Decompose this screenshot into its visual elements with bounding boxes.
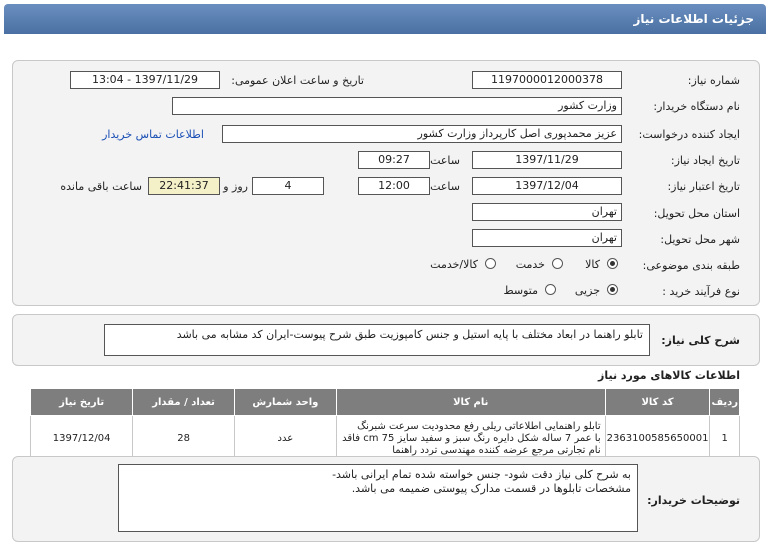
category-goods-service-radio[interactable] xyxy=(485,258,496,269)
process-medium-label: متوسط xyxy=(503,284,538,297)
col-name: نام کالا xyxy=(336,389,605,416)
remaining-time-label: ساعت باقی مانده xyxy=(60,180,142,193)
summary-label: شرح کلی نیاز: xyxy=(661,334,740,347)
remaining-days-field: 4 xyxy=(252,177,324,195)
process-minor-radio[interactable] xyxy=(607,284,618,295)
validity-time-field: 12:00 xyxy=(358,177,430,195)
validity-date-field: 1397/12/04 xyxy=(472,177,622,195)
row-index: 1 xyxy=(710,416,740,463)
process-minor-label: جزیی xyxy=(574,284,600,297)
buyer-org-field: وزارت کشور xyxy=(172,97,622,115)
col-code: کد کالا xyxy=(605,389,710,416)
category-service-label: خدمت xyxy=(515,258,545,271)
col-qty: تعداد / مقدار xyxy=(133,389,235,416)
col-unit: واحد شمارش xyxy=(234,389,336,416)
announce-datetime-field: 1397/11/29 - 13:04 xyxy=(70,71,220,89)
need-number-field: 1197000012000378 xyxy=(472,71,622,89)
buyer-notes-line: به شرح کلی نیاز دقت شود- جنس خواسته شده تمام ایرانی باشد- xyxy=(332,468,631,481)
category-service-radio[interactable] xyxy=(552,258,563,269)
remaining-time-field: 22:41:37 xyxy=(148,177,220,195)
category-label: طبقه بندی موضوعی: xyxy=(642,259,740,272)
announce-datetime-label: تاریخ و ساعت اعلان عمومی: xyxy=(231,74,364,87)
page-title: جزئیات اطلاعات نیاز xyxy=(633,12,754,26)
category-goods-label: کالا xyxy=(585,258,600,271)
row-name-line: تابلو راهنمایی اطلاعاتی ریلی رفع محدودیت سرعت شبرنگ xyxy=(357,421,601,432)
requester-field: عزیز محمدپوری اصل کارپرداز وزارت کشور xyxy=(222,125,622,143)
col-index: ردیف xyxy=(710,389,740,416)
buyer-notes-label: توضیحات خریدار: xyxy=(647,494,740,507)
province-label: استان محل تحویل: xyxy=(653,207,740,220)
row-name-line: نام تجارتی مرجع عرضه کننده مهندسی تردد راهنما xyxy=(392,445,601,456)
process-label: نوع فرآیند خرید : xyxy=(662,285,740,298)
row-unit: عدد xyxy=(234,416,336,463)
creation-date-field: 1397/11/29 xyxy=(472,151,622,169)
province-field: تهران xyxy=(472,203,622,221)
need-number-label: شماره نیاز: xyxy=(687,74,740,87)
goods-table xyxy=(30,388,740,463)
validity-date-label: تاریخ اعتبار نیاز: xyxy=(667,180,740,193)
process-medium-radio[interactable] xyxy=(545,284,556,295)
row-qty: 28 xyxy=(133,416,235,463)
creation-date-label: تاریخ ایجاد نیاز: xyxy=(670,154,740,167)
validity-time-label: ساعت xyxy=(430,180,460,193)
buyer-contact-link[interactable]: اطلاعات تماس خریدار xyxy=(102,128,204,141)
buyer-org-label: نام دستگاه خریدار: xyxy=(653,100,740,113)
title-bar xyxy=(4,4,766,34)
row-name-line: با عمر 7 ساله شکل دایره رنگ سبز و سفید سایز 75 cm فاقد xyxy=(342,433,601,444)
creation-time-label: ساعت xyxy=(430,154,460,167)
days-label: روز و xyxy=(223,180,248,193)
city-field: تهران xyxy=(472,229,622,247)
requester-label: ایجاد کننده درخواست: xyxy=(638,128,740,141)
city-label: شهر محل تحویل: xyxy=(660,233,740,246)
creation-time-field: 09:27 xyxy=(358,151,430,169)
row-code: 2363100585650001 xyxy=(605,416,710,463)
buyer-notes-text xyxy=(118,464,638,532)
goods-section-title: اطلاعات کالاهای مورد نیاز xyxy=(598,369,740,382)
col-date: تاریخ نیاز xyxy=(31,389,133,416)
buyer-notes-line: مشخصات تابلوها در قسمت مدارک پیوستی ضمیمه می باشد. xyxy=(351,482,631,495)
row-date: 1397/12/04 xyxy=(31,416,133,463)
summary-text: تابلو راهنما در ابعاد مختلف با پایه استیل و جنس کامپوزیت طبق شرح پیوست-ایران کد مشابه می باشد xyxy=(104,324,650,356)
category-goods-service-label: کالا/خدمت xyxy=(430,258,478,271)
category-goods-radio[interactable] xyxy=(607,258,618,269)
